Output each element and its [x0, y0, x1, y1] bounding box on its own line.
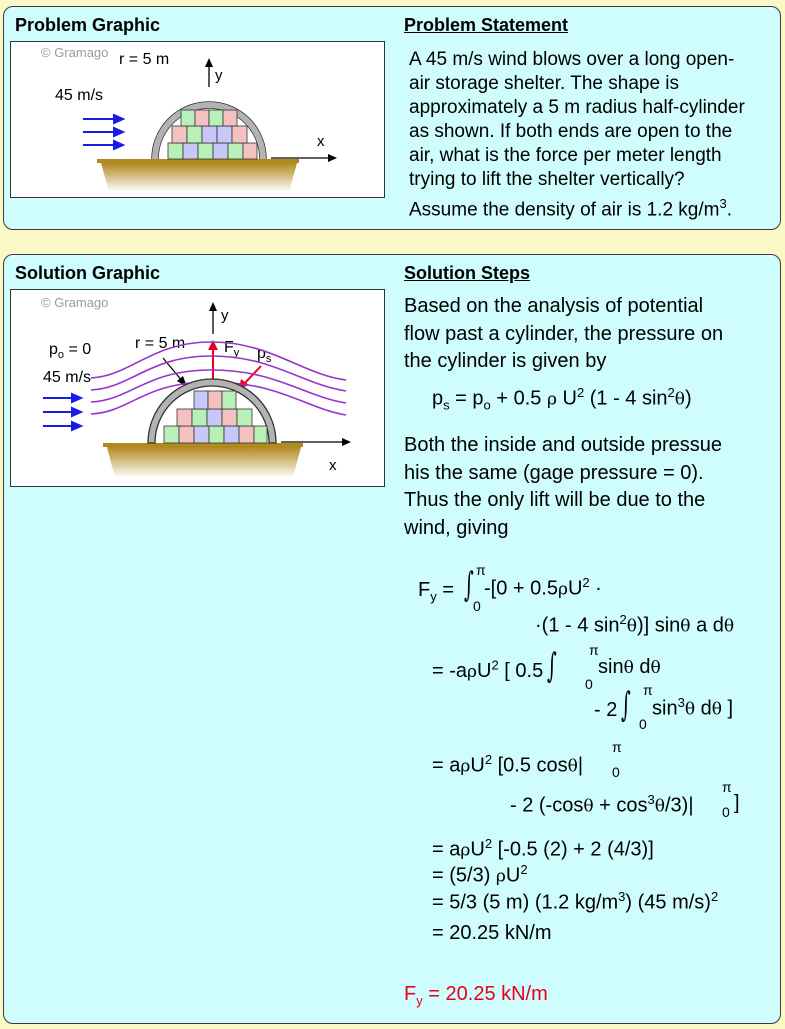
solution-steps-header: Solution Steps	[404, 263, 530, 283]
p0-label: $p_o = 0$	[49, 341, 92, 361]
ground-line	[97, 159, 299, 163]
fy-label: $F_y$	[224, 339, 240, 359]
solution-figure	[11, 290, 383, 485]
final-answer: $F_y = 20.25$ kN/m	[404, 983, 548, 1008]
y-axis-label: y	[215, 67, 223, 84]
problem-graphic-header: Problem Graphic	[15, 15, 161, 35]
radius-label: r = 5 m	[135, 335, 186, 352]
y-axis-label: y	[221, 307, 229, 324]
problem-statement: A 45 m/s wind blows over a long open- air storage shelter. The shape is approximately a 5 m radius half-cylinder as shown. If both ends are open to the air, what is the force per meter length trying to lift the shelter vertically? Assume the density of air is 1.2 $kg/m^3$.	[409, 49, 745, 221]
watermark: © Gramago	[41, 45, 109, 60]
radius-label: r = 5 m	[119, 51, 170, 68]
wind-arrows	[43, 394, 81, 430]
pressure-equation: $p_s = p_o + 0.5$ ρ $U^2$ (1 - 4 $\sin^2\theta$)	[432, 385, 692, 413]
ground	[107, 447, 301, 478]
wind-speed-label: 45 m/s	[55, 87, 104, 104]
ground	[101, 163, 297, 192]
solution-graphic	[10, 289, 385, 487]
solution-graphic-header: Solution Graphic	[15, 263, 161, 283]
solution-intro: Based on the analysis of potential flow past a cylinder, the pressure on the cylinder is given by	[404, 295, 724, 372]
x-axis-label: x	[329, 457, 337, 474]
wind-arrows	[83, 115, 123, 149]
problem-statement-header: Problem Statement	[404, 15, 569, 35]
ps-label: $p_s$	[257, 345, 272, 365]
x-axis-label: x	[317, 133, 325, 150]
solution-middle: Both the inside and outside pressue his the same (gage pressure = 0). Thus the only lift will be due to the wind, giving	[404, 434, 722, 539]
watermark: © Gramago	[41, 295, 109, 310]
problem-graphic	[10, 41, 385, 198]
problem-figure	[11, 42, 383, 196]
wind-speed-label: 45 m/s	[43, 369, 92, 386]
